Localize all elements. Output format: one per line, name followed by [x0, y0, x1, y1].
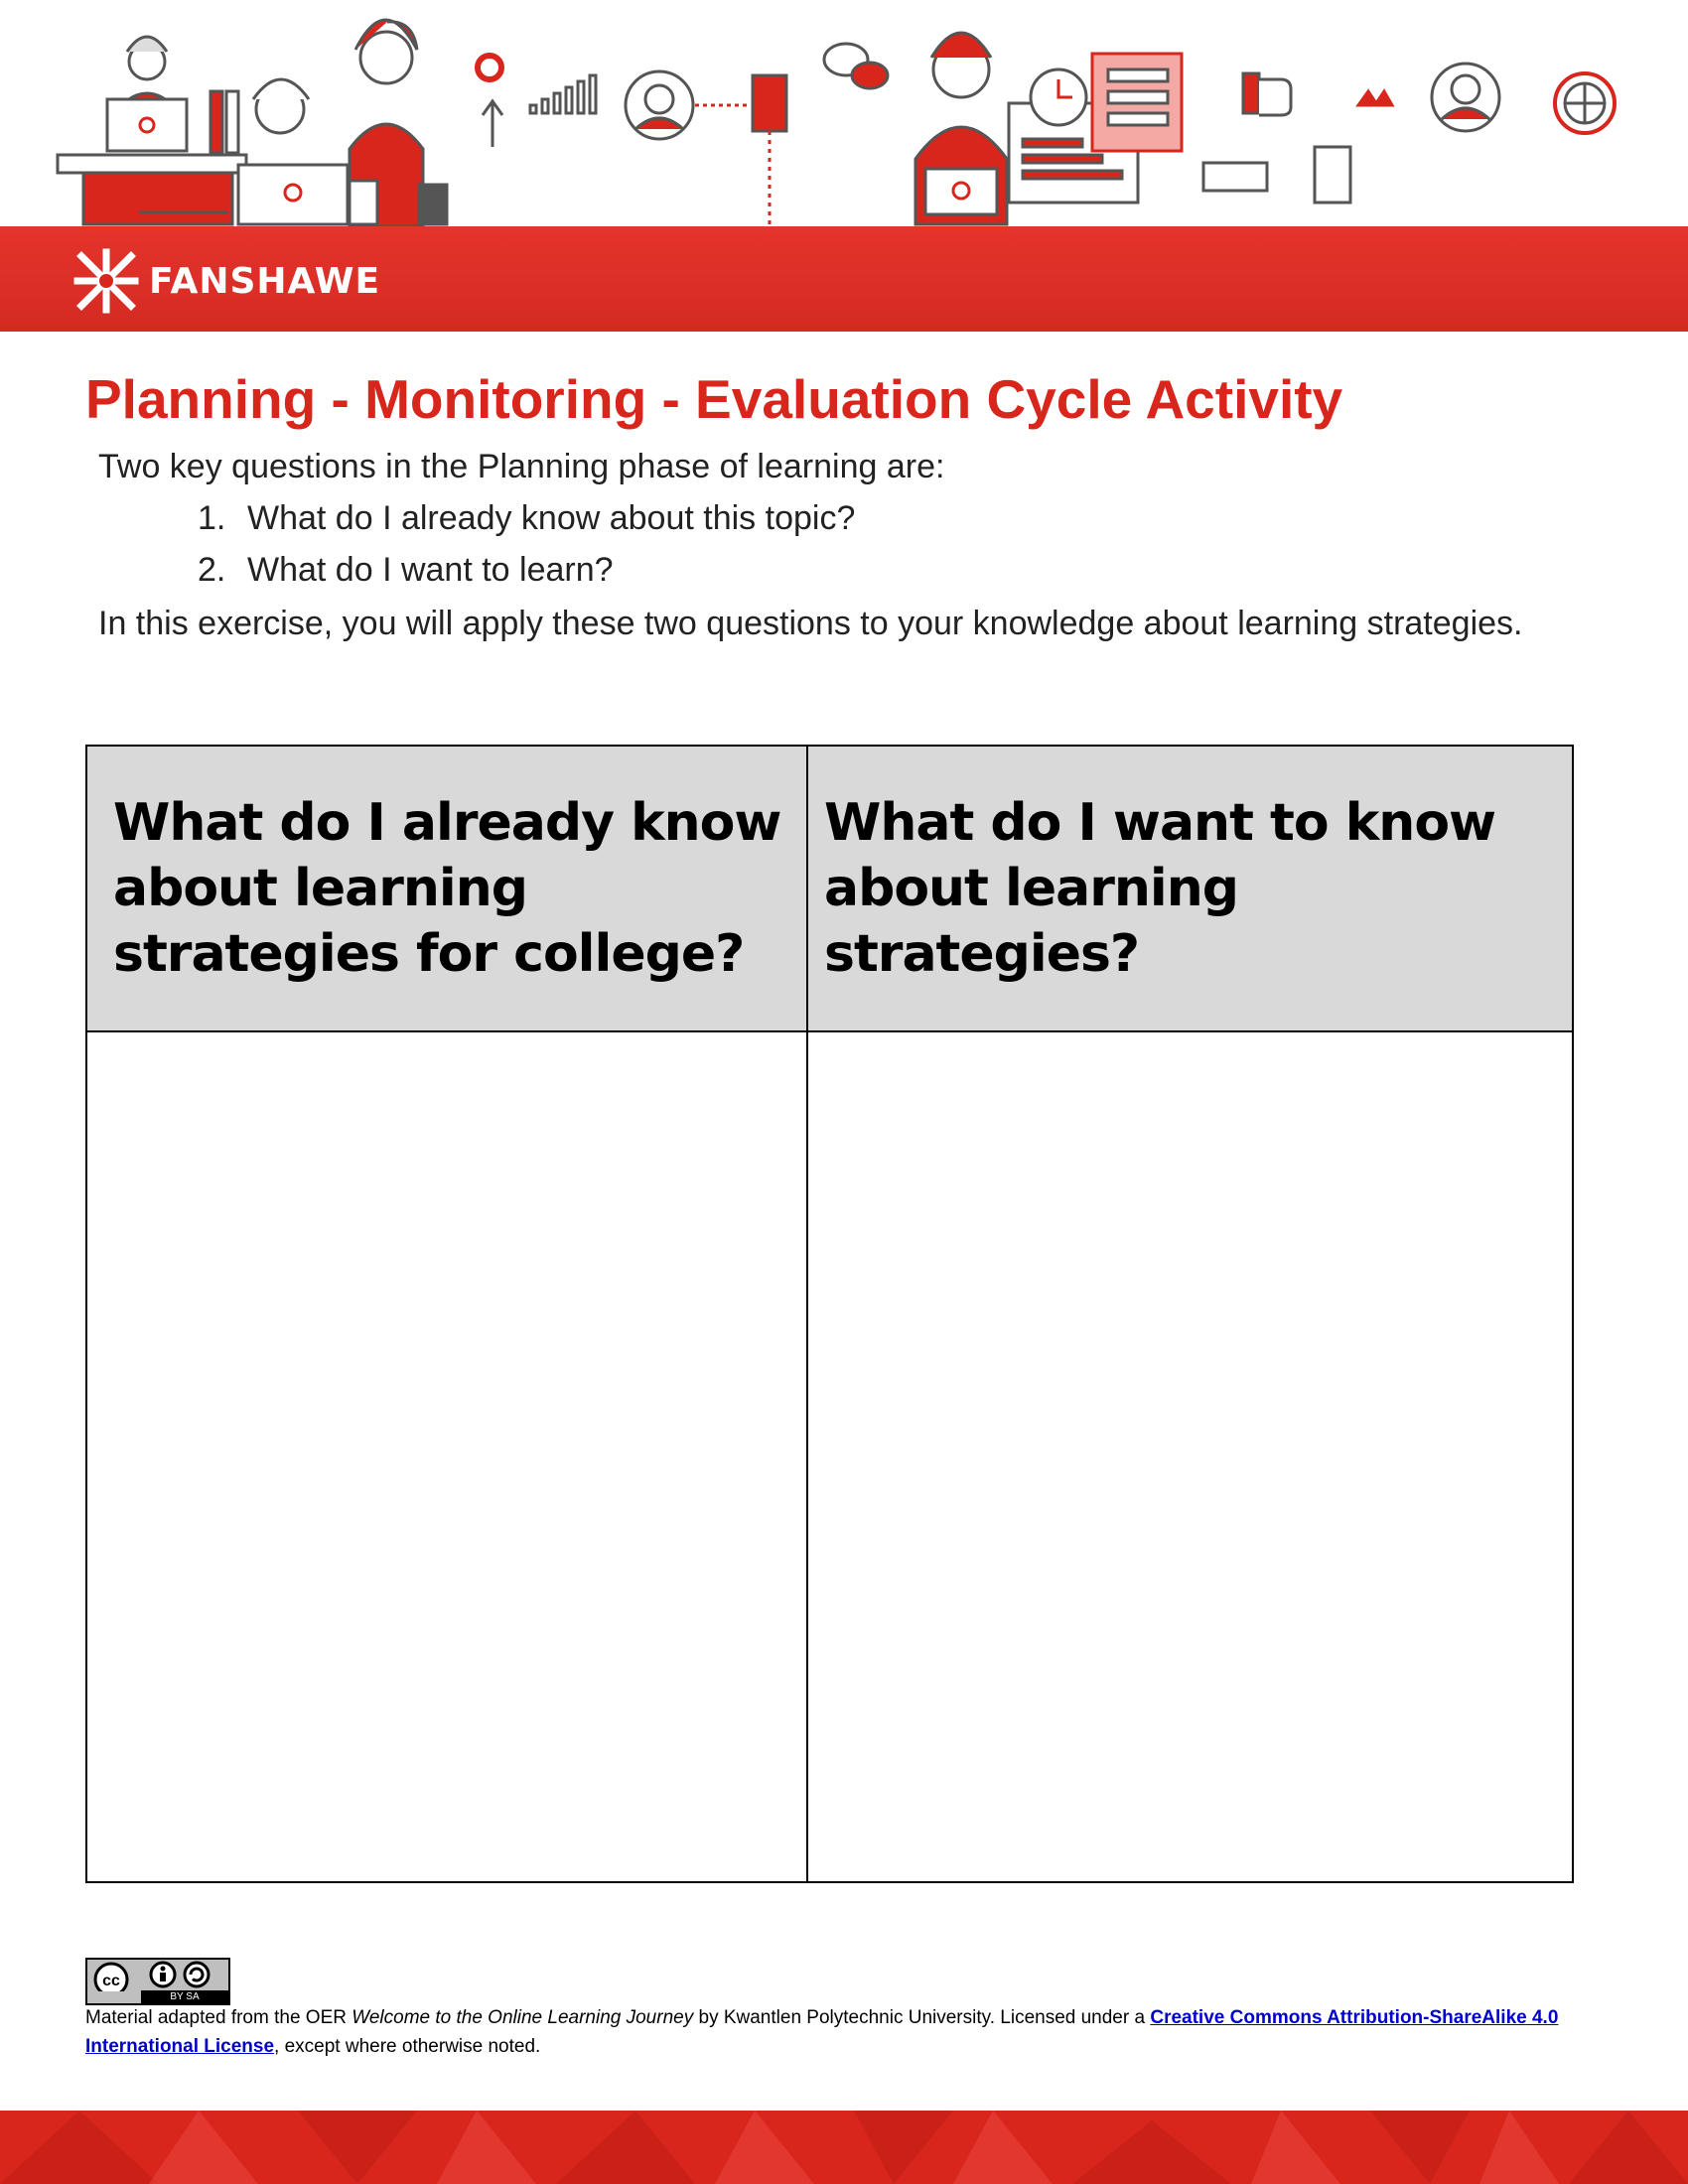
cc-license-badge	[85, 1958, 230, 2005]
cc-badge-label: BY SA	[141, 1990, 228, 2003]
worksheet-table	[85, 745, 1574, 1883]
answer-cell-want[interactable]	[807, 1031, 1573, 1882]
header-illustration	[0, 0, 1688, 226]
fanshawe-logo	[73, 248, 380, 314]
footer-banner	[0, 2111, 1688, 2184]
list-item	[198, 498, 1588, 538]
page-title: Planning - Monitoring - Evaluation Cycle Activity	[85, 368, 1343, 430]
column-header-want: What do I want to know about learning strategies?	[807, 746, 1573, 1031]
cc-icons	[87, 1960, 228, 1991]
table-row	[86, 1031, 1573, 1882]
brand-name: FANSHAWE	[149, 260, 381, 302]
footer-pattern	[0, 2111, 1688, 2184]
attribution-suffix: , except where otherwise noted.	[274, 2036, 541, 2057]
answer-cell-know[interactable]	[86, 1031, 807, 1882]
list-number: 1.	[198, 499, 226, 537]
attribution-prefix: Material adapted from the OER	[85, 2007, 352, 2028]
question-list	[98, 498, 1588, 590]
attribution-text	[85, 2003, 1634, 2061]
list-item	[198, 550, 1588, 590]
brand-banner	[0, 226, 1688, 332]
exercise-instructions: In this exercise, you will apply these two questions to your knowledge about learning strategies.	[98, 605, 1523, 642]
intro-section	[98, 447, 1588, 643]
license-link[interactable]: Creative Commons Attribution-ShareAlike 4.0 International License	[85, 2007, 1559, 2057]
attribution-middle: by Kwantlen Polytechnic University. Licensed under a	[693, 2007, 1151, 2028]
fanshawe-star-icon	[73, 248, 139, 314]
source-title: Welcome to the Online Learning Journey	[352, 2007, 694, 2028]
intro-lead: Two key questions in the Planning phase of learning are:	[98, 448, 945, 485]
list-text: What do I already know about this topic?	[247, 499, 856, 537]
list-text: What do I want to learn?	[247, 551, 614, 589]
table-header-row	[86, 746, 1573, 1031]
column-header-know: What do I already know about learning strategies for college?	[86, 746, 807, 1031]
list-number: 2.	[198, 551, 226, 589]
svg-text:cc: cc	[102, 1973, 120, 1989]
